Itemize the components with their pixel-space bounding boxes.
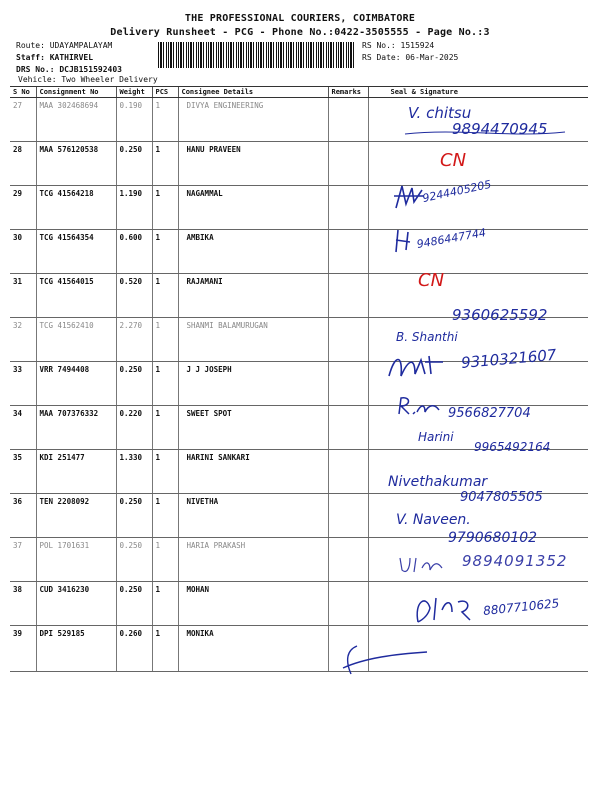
- cell-consignment: DPI 529185: [36, 626, 116, 672]
- route-label: Route: UDAYAMPALAYAM: [16, 41, 113, 50]
- cell-weight: 0.600: [116, 230, 152, 274]
- cell-sno: 30: [10, 230, 36, 274]
- table-header-row: [10, 87, 588, 98]
- cell-weight: 0.190: [116, 98, 152, 142]
- signature-row-30-scrawl: [392, 228, 416, 254]
- signature-row-34-scrawl: [395, 394, 445, 420]
- signature-row-35-name: Harini: [418, 430, 454, 444]
- cell-consignee: HARINI SANKARI: [178, 450, 328, 494]
- cell-sno: 27: [10, 98, 36, 142]
- signature-row-35-phone: 9965492164: [474, 440, 551, 454]
- remark-row-31-cn: CN: [418, 270, 445, 291]
- cell-consignee: MOHAN: [178, 582, 328, 626]
- signature-row-32-phone: 9360625592: [452, 306, 548, 324]
- col-header-consignment: Consignment No: [36, 87, 116, 98]
- company-title: THE PROFESSIONAL COURIERS, COIMBATORE: [184, 13, 416, 24]
- runsheet-table: [10, 86, 588, 672]
- cell-weight: 0.520: [116, 274, 152, 318]
- staff-final-signature: [335, 640, 435, 680]
- cell-sno: 33: [10, 362, 36, 406]
- cell-remarks: [328, 274, 368, 318]
- col-header-sno: S No: [10, 87, 36, 98]
- cell-consignee: SHANMI BALAMURUGAN: [178, 318, 328, 362]
- signature-row-33-scrawl: [385, 350, 455, 380]
- signature-row-29-phone: 9244405205: [421, 177, 493, 205]
- cell-pcs: 1: [152, 230, 178, 274]
- rs-date: RS Date: 06-Mar-2025: [362, 53, 459, 62]
- cell-consignment: TCG 41564218: [36, 186, 116, 230]
- cell-weight: 0.250: [116, 494, 152, 538]
- col-header-pcs: PCS: [152, 87, 178, 98]
- cell-pcs: 1: [152, 186, 178, 230]
- signature-row-38-phone: 9894091352: [462, 552, 568, 570]
- cell-remarks: [328, 582, 368, 626]
- cell-remarks: [328, 98, 368, 142]
- cell-sno: 31: [10, 274, 36, 318]
- barcode: [158, 42, 354, 68]
- signature-row-36-phone: 9047805505: [460, 490, 543, 505]
- signature-row-32-name: B. Shanthi: [396, 330, 458, 344]
- cell-pcs: 1: [152, 318, 178, 362]
- table-row: [10, 142, 588, 186]
- cell-consignment: TEN 2208092: [36, 494, 116, 538]
- cell-consignee: J J JOSEPH: [178, 362, 328, 406]
- cell-consignment: TCG 41564015: [36, 274, 116, 318]
- cell-signature: [368, 142, 588, 186]
- col-header-consignee: Consignee Details: [178, 87, 328, 98]
- cell-consignment: KDI 251477: [36, 450, 116, 494]
- rs-number: RS No.: 1515924: [362, 41, 435, 50]
- signature-row-37-phone: 9790680102: [448, 530, 538, 546]
- cell-pcs: 1: [152, 406, 178, 450]
- cell-weight: 0.250: [116, 538, 152, 582]
- cell-pcs: 1: [152, 582, 178, 626]
- table-row: [10, 186, 588, 230]
- cell-weight: 0.220: [116, 406, 152, 450]
- staff-label: Staff: KATHIRVEL: [16, 53, 94, 62]
- table-row: [10, 450, 588, 494]
- cell-pcs: 1: [152, 274, 178, 318]
- cell-consignee: HANU PRAVEEN: [178, 142, 328, 186]
- cell-remarks: [328, 142, 368, 186]
- col-header-remarks: Remarks: [328, 87, 368, 98]
- cell-weight: 0.250: [116, 582, 152, 626]
- cell-sno: 28: [10, 142, 36, 186]
- cell-consignment: MAA 707376332: [36, 406, 116, 450]
- cell-consignment: MAA 576120538: [36, 142, 116, 186]
- cell-consignee: NIVETHA: [178, 494, 328, 538]
- cell-remarks: [328, 538, 368, 582]
- cell-consignee: DIVYA ENGINEERING: [178, 98, 328, 142]
- cell-pcs: 1: [152, 538, 178, 582]
- cell-remarks: [328, 450, 368, 494]
- cell-pcs: 1: [152, 362, 178, 406]
- vehicle-label: Vehicle: Two Wheeler Delivery: [18, 75, 158, 84]
- signature-row-27-name: V. chitsu: [408, 104, 472, 122]
- drs-number: DRS No.: DCJB151592403: [16, 65, 122, 74]
- col-header-signature: Seal & Signature: [368, 87, 588, 98]
- cell-sno: 34: [10, 406, 36, 450]
- cell-pcs: 1: [152, 142, 178, 186]
- signature-row-34-phone: 9566827704: [448, 406, 531, 421]
- cell-weight: 2.270: [116, 318, 152, 362]
- cell-weight: 1.330: [116, 450, 152, 494]
- signature-row-39-phone: 8807710625: [482, 596, 560, 618]
- signature-row-30-phone: 9486447744: [415, 226, 487, 251]
- cell-consignment: MAA 302468694: [36, 98, 116, 142]
- signature-row-37-name: V. Naveen.: [396, 512, 471, 528]
- signature-row-36-name: Nivethakumar: [388, 474, 488, 490]
- cell-consignment: VRR 7494408: [36, 362, 116, 406]
- cell-sno: 35: [10, 450, 36, 494]
- cell-remarks: [328, 406, 368, 450]
- cell-weight: 1.190: [116, 186, 152, 230]
- cell-pcs: 1: [152, 626, 178, 672]
- cell-consignment: TCG 41562410: [36, 318, 116, 362]
- table-row: [10, 230, 588, 274]
- cell-weight: 0.250: [116, 142, 152, 186]
- cell-weight: 0.260: [116, 626, 152, 672]
- signature-row-27-phone: 9894470945: [452, 120, 548, 138]
- cell-remarks: [328, 186, 368, 230]
- cell-consignment: CUD 3416230: [36, 582, 116, 626]
- cell-sno: 39: [10, 626, 36, 672]
- signature-row-27-scribble: [400, 128, 570, 142]
- cell-sno: 29: [10, 186, 36, 230]
- signature-row-33-phone: 9310321607: [460, 345, 558, 372]
- cell-sno: 37: [10, 538, 36, 582]
- signature-row-38-scrawl: [396, 554, 446, 576]
- cell-consignee: AMBIKA: [178, 230, 328, 274]
- cell-pcs: 1: [152, 98, 178, 142]
- cell-weight: 0.250: [116, 362, 152, 406]
- col-header-weight: Weight: [116, 87, 152, 98]
- cell-sno: 36: [10, 494, 36, 538]
- cell-consignee: NAGAMMAL: [178, 186, 328, 230]
- cell-sno: 38: [10, 582, 36, 626]
- cell-remarks: [328, 362, 368, 406]
- runsheet-subtitle: Delivery Runsheet - PCG - Phone No.:0422-3505555 - Page No.:3: [110, 27, 490, 38]
- signature-row-39-scrawl: [408, 592, 478, 626]
- cell-pcs: 1: [152, 494, 178, 538]
- cell-remarks: [328, 494, 368, 538]
- cell-pcs: 1: [152, 450, 178, 494]
- table-row: [10, 626, 588, 672]
- cell-sno: 32: [10, 318, 36, 362]
- cell-consignee: SWEET SPOT: [178, 406, 328, 450]
- cell-consignment: POL 1701631: [36, 538, 116, 582]
- cell-consignee: HARIA PRAKASH: [178, 538, 328, 582]
- cell-remarks: [328, 230, 368, 274]
- cell-remarks: [328, 318, 368, 362]
- cell-consignment: TCG 41564354: [36, 230, 116, 274]
- remark-row-28-cn: CN: [440, 150, 467, 171]
- cell-consignee: MONIKA: [178, 626, 328, 672]
- cell-consignee: RAJAMANI: [178, 274, 328, 318]
